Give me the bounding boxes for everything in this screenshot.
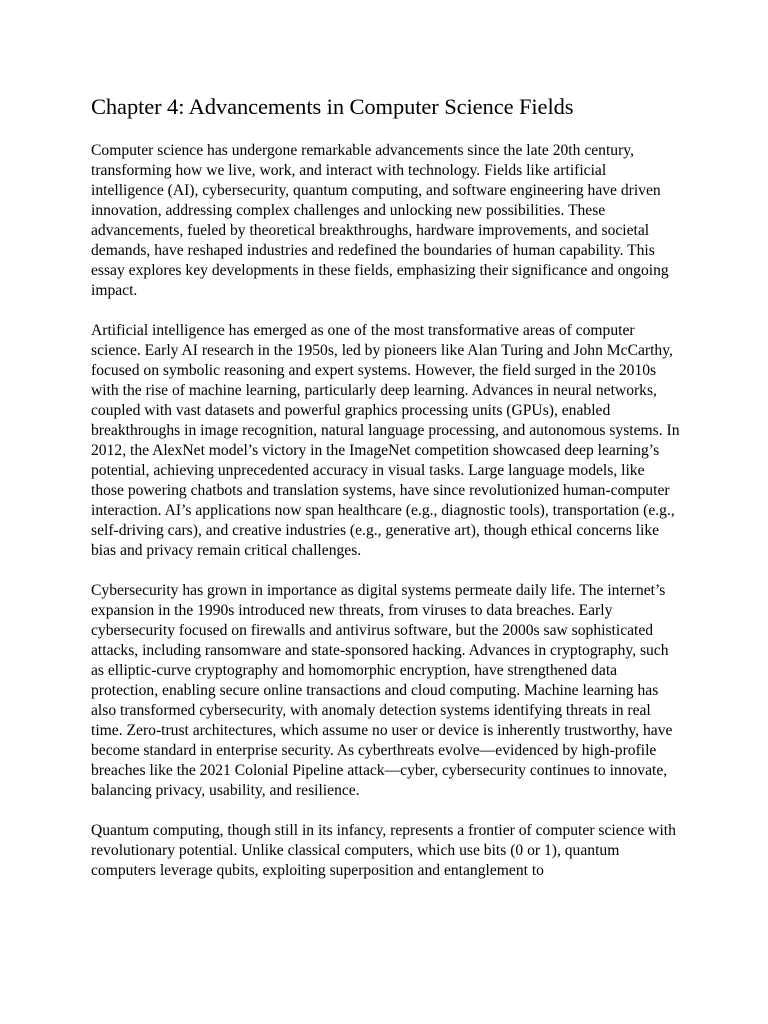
- paragraph-introduction: Computer science has undergone remarkable advancements since the late 20th century, transforming how we live, work, and interact with technology. Fields like artificial intelligence (AI), cybersecurity, quantum computing, and software engineering have driven innovation, addressing complex challenges and unlocking new possibilities. These advancements, fueled by theoretical breakthroughs, hardware improvements, and societal demands, have reshaped industries and redefined the boundaries of human capability. This essay explores key developments in these fields, emphasizing their significance and ongoing impact.: [91, 142, 669, 299]
- paragraph-cybersecurity: Cybersecurity has grown in importance as digital systems permeate daily life. The internet’s expansion in the 1990s introduced new threats, from viruses to data breaches. Early cybersecurity focused on firewalls and antivirus software, but the 2000s saw sophisticated attacks, including ransomware and state-sponsored hacking. Advances in cryptography, such as elliptic-curve cryptography and homomorphic encryption, have strengthened data protection, enabling secure online transactions and cloud computing. Machine learning has also transformed cybersecurity, with anomaly detection systems identifying threats in real time. Zero-trust architectures, which assume no user or device is inherently trustworthy, have become standard in enterprise security. As cyberthreats evolve—evidenced by high-profile breaches like the 2021 Colonial Pipeline attack—cyber, cybersecurity continues to innovate, balancing privacy, usability, and resilience.: [91, 582, 673, 799]
- document-content: [91, 93, 681, 901]
- chapter-title: Chapter 4: Advancements in Computer Science Fields: [91, 94, 574, 119]
- paragraph-artificial-intelligence: Artificial intelligence has emerged as one of the most transformative areas of computer science. Early AI research in the 1950s, led by pioneers like Alan Turing and John McCarthy, focused on symbolic reasoning and expert systems. However, the field surged in the 2010s with the rise of machine learning, particularly deep learning. Advances in neural networks, coupled with vast datasets and powerful graphics processing units (GPUs), enabled breakthroughs in image recognition, natural language processing, and autonomous systems. In 2012, the AlexNet model’s victory in the ImageNet competition showcased deep learning’s potential, achieving unprecedented accuracy in visual tasks. Large language models, like those powering chatbots and translation systems, have since revolutionized human-computer interaction. AI’s applications now span healthcare (e.g., diagnostic tools), transportation (e.g., self-driving cars), and creative industries (e.g., generative art), though ethical concerns like bias and privacy remain critical challenges.: [91, 322, 680, 559]
- paragraph-quantum-computing: Quantum computing, though still in its infancy, represents a frontier of computer science with revolutionary potential. Unlike classical computers, which use bits (0 or 1), quantum computers leverage qubits, exploiting superposition and entanglement to: [91, 822, 676, 879]
